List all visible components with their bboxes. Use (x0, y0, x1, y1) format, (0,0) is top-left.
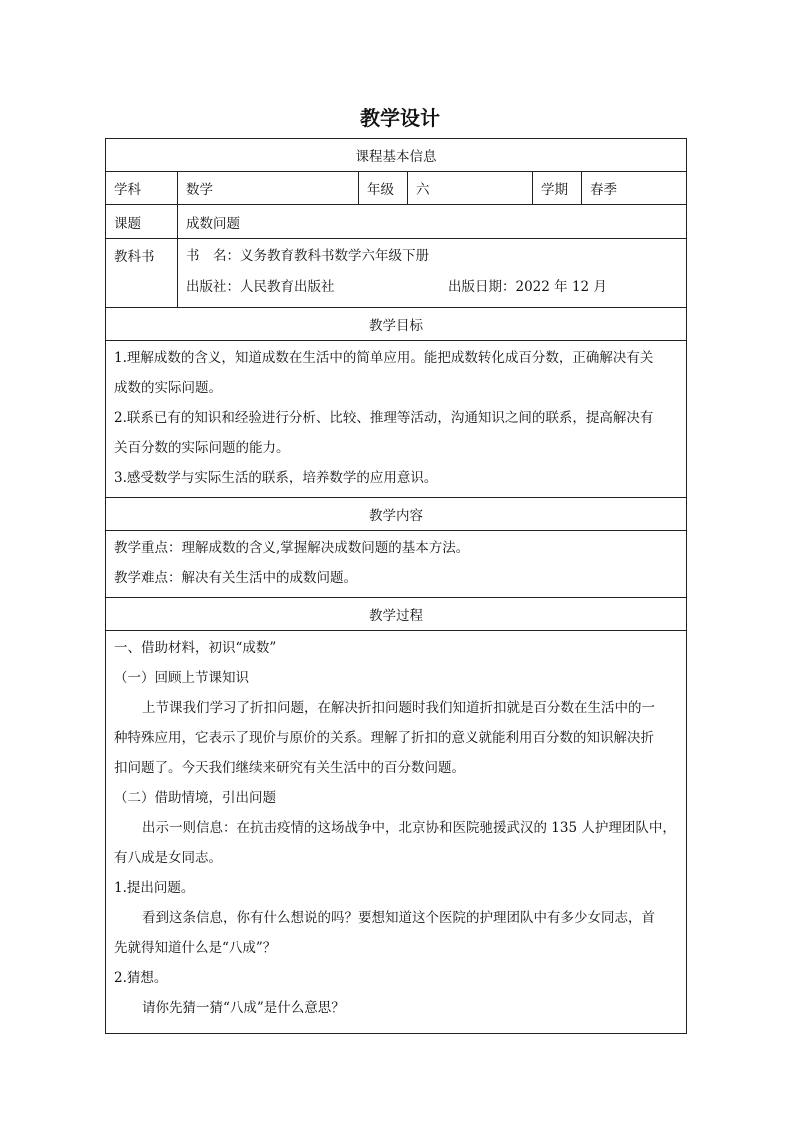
topic-row (106, 205, 687, 239)
process-subheading: （一）回顾上节课知识 (114, 670, 249, 686)
publish-date: 出版日期：2022 年 12 月 (448, 279, 607, 295)
subject-row (106, 172, 687, 205)
objective-line: 成数的实际问题。 (114, 380, 222, 396)
content-row (106, 531, 687, 598)
process-paragraph-line: 上节课我们学习了折扣问题，在解决折扣问题时我们知道折扣就是百分数在生活中的一 (142, 700, 655, 716)
document-title: 教学设计 (360, 106, 440, 130)
topic-label: 课题 (106, 205, 178, 239)
content-body (106, 531, 687, 598)
objective-line: 关百分数的实际问题的能力。 (114, 440, 290, 456)
basic-info-header: 课程基本信息 (106, 139, 687, 172)
process-paragraph-line: 先就得知道什么是“八成”？ (114, 940, 277, 956)
publisher: 出版社：人民教育出版社 (186, 279, 335, 295)
publisher-line (186, 272, 678, 303)
lesson-plan-table (105, 138, 687, 1034)
key-point: 教学重点：理解成数的含义,掌握解决成数问题的基本方法。 (114, 540, 470, 556)
textbook-row (106, 239, 687, 308)
process-step: 1.提出问题。 (114, 880, 195, 896)
grade-label: 年级 (359, 172, 408, 205)
process-paragraph-line: 有八成是女同志。 (114, 850, 222, 866)
process-subheading: （二）借助情境，引出问题 (114, 790, 276, 806)
objectives-row (106, 341, 687, 498)
process-paragraph-line: 出示一则信息：在抗击疫情的这场战争中，北京协和医院驰援武汉的 135 人护理团队中， (142, 820, 676, 836)
process-header-row (106, 598, 687, 631)
subject-value: 数学 (178, 172, 359, 205)
content-header: 教学内容 (106, 498, 687, 531)
topic-value: 成数问题 (178, 205, 687, 239)
process-paragraph-line: 请你先猜一猜“八成”是什么意思？ (142, 1000, 345, 1016)
subject-label: 学科 (106, 172, 178, 205)
term-value: 春季 (582, 172, 687, 205)
objectives-header-row (106, 308, 687, 341)
difficult-point: 教学难点：解决有关生活中的成数问题。 (114, 570, 357, 586)
process-paragraph-line: 种特殊应用，它表示了现价与原价的关系。理解了折扣的意义就能利用百分数的知识解决折 (114, 730, 654, 746)
process-step: 2.猜想。 (114, 970, 168, 986)
process-paragraph-line: 看到这条信息，你有什么想说的吗？要想知道这个医院的护理团队中有多少女同志，首 (142, 910, 655, 926)
basic-info-header-row (106, 139, 687, 172)
grade-value: 六 (408, 172, 533, 205)
process-section-heading: 一、借助材料，初识“成数” (114, 640, 277, 656)
objective-line: 2.联系已有的知识和经验进行分析、比较、推理等活动，沟通知识之间的联系，提高解决有 (114, 410, 654, 426)
process-row (106, 631, 687, 1034)
process-paragraph-line: 扣问题了。今天我们继续来研究有关生活中的百分数问题。 (114, 760, 465, 776)
textbook-info (178, 239, 687, 308)
process-body (106, 631, 687, 1034)
textbook-name-line (186, 241, 678, 272)
objective-line: 1.理解成数的含义，知道成数在生活中的简单应用。能把成数转化成百分数，正确解决有关 (114, 350, 654, 366)
objective-line: 3.感受数学与实际生活的联系，培养数学的应用意识。 (114, 470, 438, 486)
process-header: 教学过程 (106, 598, 687, 631)
objectives-header: 教学目标 (106, 308, 687, 341)
content-header-row (106, 498, 687, 531)
objectives-body (106, 341, 687, 498)
textbook-label: 教科书 (106, 239, 178, 308)
textbook-name: 书 名：义务教育教科书数学六年级下册 (186, 248, 429, 264)
term-label: 学期 (533, 172, 582, 205)
